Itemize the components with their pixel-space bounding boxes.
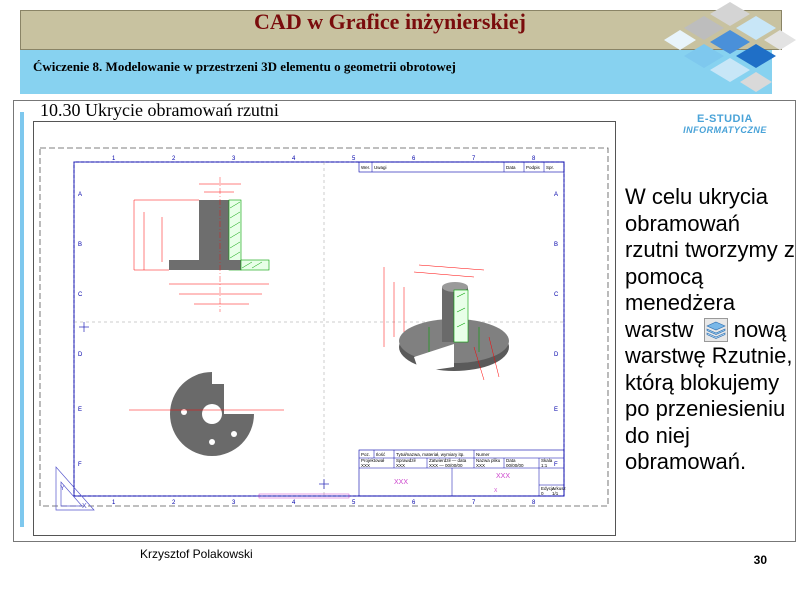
grid-number: 6 <box>412 156 416 162</box>
grid-number: 5 <box>352 500 356 506</box>
grid-number: 1 <box>112 500 116 506</box>
title-block-cell: Poz. <box>361 452 371 457</box>
slide-subtitle: Ćwiczenie 8. Modelowanie w przestrzeni 3D elementu o geometrii obrotowej <box>33 59 456 74</box>
logo-line1: E-STUDIA <box>697 113 753 125</box>
grid-number: 4 <box>292 156 296 162</box>
grid-number: 2 <box>172 500 176 506</box>
grid-number: 3 <box>232 156 236 162</box>
grid-letter: A <box>78 192 83 198</box>
grid-number: 5 <box>352 156 356 162</box>
title-block-cell: XXX — 00/00/00 <box>429 463 463 468</box>
title-block-cell: Tytuł/nazwa, materiał, wymiary itp. <box>396 452 465 457</box>
grid-letter: D <box>554 352 559 358</box>
title-block-cell: Skala <box>541 458 553 463</box>
grid-number: 8 <box>532 500 536 506</box>
revision-cell: Data <box>506 165 516 170</box>
slide-title: CAD w Grafice inżynierskiej <box>254 9 526 34</box>
footer-author: Krzysztof Polakowski <box>140 547 253 561</box>
page-number: 30 <box>753 553 767 567</box>
body-text-part1: W celu ukrycia obramowań rzutni tworzymy z pomocą menedżera warstw <box>625 184 795 342</box>
drawing-screenshot <box>33 121 616 536</box>
revision-cell: Podpis <box>526 165 540 170</box>
title-block-name: XXX <box>496 473 511 480</box>
title-block-cell: 00/00/00 <box>506 463 524 468</box>
revision-cell: Spr. <box>546 165 555 170</box>
grid-number: 2 <box>172 156 176 162</box>
grid-letter: F <box>78 462 82 468</box>
grid-number: 8 <box>532 156 536 162</box>
logo-tiles <box>664 2 796 92</box>
grid-letter: B <box>78 242 83 248</box>
grid-number: 7 <box>472 500 476 506</box>
grid-letter: C <box>78 292 83 298</box>
technical-drawing <box>34 122 615 535</box>
title-block-cell: Data <box>506 458 516 463</box>
title-block-cell: Sprawdził <box>396 458 416 463</box>
layer-manager-icon <box>704 318 728 342</box>
title-block-cell: 0 <box>541 491 544 496</box>
grid-letter: E <box>78 407 83 413</box>
grid-letter: E <box>554 407 559 413</box>
revision-cell: Uwagi <box>374 165 387 170</box>
title-block-cell: XXX <box>361 463 371 468</box>
title-block-cell: Arkusz <box>552 486 566 491</box>
title-block-cell: 1:1 <box>541 463 548 468</box>
grid-number: 6 <box>412 500 416 506</box>
grid-letter: D <box>78 352 83 358</box>
title-block-cell: XXX <box>396 463 406 468</box>
logo-line2: INFORMATYCZNE <box>683 125 767 135</box>
body-text-part2: nową warstwę Rzutnie, którą blokujemy po przeniesieniu do niej obramowań. <box>625 316 793 474</box>
ucs-x-label: X <box>82 503 87 510</box>
grid-letter: A <box>554 192 559 198</box>
body-text <box>625 184 795 476</box>
section-heading: 10.30 Ukrycie obramowań rzutni <box>40 100 279 120</box>
grid-number: 4 <box>292 500 296 506</box>
title-block-cell: Numer <box>476 452 490 457</box>
grid-letter: F <box>554 462 558 468</box>
title-block-cell: XXX <box>476 463 486 468</box>
e-studia-logo-icon <box>660 0 800 112</box>
title-block-cell: Edycja <box>541 486 555 491</box>
title-block-cell: Nazwa pliku <box>476 458 501 463</box>
revision-cell: Wer. <box>361 165 371 170</box>
logo-text <box>655 114 795 136</box>
grid-number: 7 <box>472 156 476 162</box>
title-block-cell: 1/1 <box>552 491 559 496</box>
grid-number: 3 <box>232 500 236 506</box>
grid-number: 1 <box>112 156 116 162</box>
grid-letter: C <box>554 292 559 298</box>
title-block-cell: Projektował <box>361 458 385 463</box>
left-accent-bar <box>20 112 24 527</box>
title-block-cell: Zatwierdził — data <box>429 458 467 463</box>
grid-letter: B <box>554 242 559 248</box>
ucs-y-label: Y <box>60 485 65 492</box>
title-block-cell: Ilość <box>376 452 386 457</box>
title-block-company: XXX <box>394 479 409 486</box>
title-block-mark: X <box>494 488 498 494</box>
